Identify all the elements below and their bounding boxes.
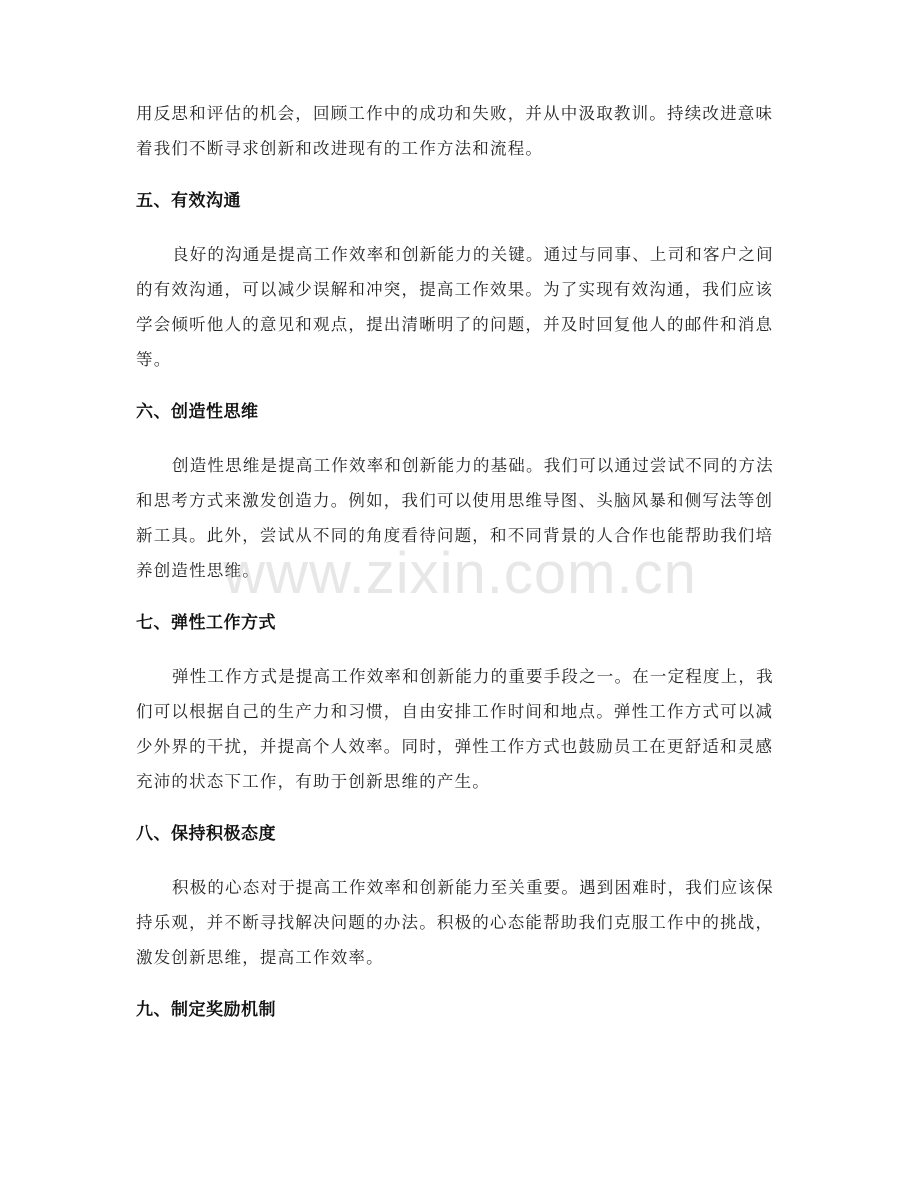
text-line: 和思考方式来激发创造力。例如，我们可以使用思维导图、头脑风暴和侧写法等创 (136, 491, 774, 510)
section-paragraph-8 (136, 870, 786, 975)
text-line: 弹性工作方式是提高工作效率和创新能力的重要手段之一。在一定程度上，我 (172, 667, 774, 686)
text-line: 学会倾听他人的意见和观点，提出清晰明了的问题，并及时回复他人的邮件和消息 (136, 315, 774, 334)
section-heading-8: 八、保持积极态度 (136, 824, 276, 844)
section-paragraph-6 (136, 448, 786, 588)
text-line: 们可以根据自己的生产力和习惯，自由安排工作时间和地点。弹性工作方式可以减 (136, 702, 774, 721)
text-line: 积极的心态对于提高工作效率和创新能力至关重要。遇到困难时，我们应该保 (172, 878, 774, 897)
section-heading-9: 九、制定奖励机制 (136, 1000, 276, 1020)
text-line: 少外界的干扰，并提高个人效率。同时，弹性工作方式也鼓励员工在更舒适和灵感 (136, 737, 774, 756)
text-line: 创造性思维是提高工作效率和创新能力的基础。我们可以通过尝试不同的方法 (172, 456, 774, 475)
document-body (136, 96, 786, 1028)
watermark-text: www.zixin.com.cn (223, 541, 697, 606)
section-heading-5: 五、有效沟通 (136, 191, 241, 211)
text-line: 新工具。此外，尝试从不同的角度看待问题，和不同背景的人合作也能帮助我们培 (136, 526, 774, 545)
text-line: 充沛的状态下工作，有助于创新思维的产生。 (136, 772, 490, 791)
text-line: 用反思和评估的机会，回顾工作中的成功和失败，并从中汲取教训。持续改进意味 (136, 104, 774, 123)
text-line: 持乐观，并不断寻找解决问题的办法。积极的心态能帮助我们克服工作中的挑战， (136, 913, 774, 932)
text-line: 良好的沟通是提高工作效率和创新能力的关键。通过与同事、上司和客户之间 (172, 245, 774, 264)
intro-paragraph (136, 96, 786, 166)
section-paragraph-5 (136, 237, 786, 377)
text-line: 激发创新思维，提高工作效率。 (136, 948, 384, 967)
text-line: 着我们不断寻求创新和改进现有的工作方法和流程。 (136, 139, 544, 158)
text-line: 的有效沟通，可以减少误解和冲突，提高工作效果。为了实现有效沟通，我们应该 (136, 280, 774, 299)
text-line: 等。 (136, 350, 172, 369)
section-heading-6: 六、创造性思维 (136, 402, 259, 422)
text-line: 养创造性思维。 (136, 561, 260, 580)
section-heading-7: 七、弹性工作方式 (136, 613, 276, 633)
section-paragraph-7 (136, 659, 786, 799)
